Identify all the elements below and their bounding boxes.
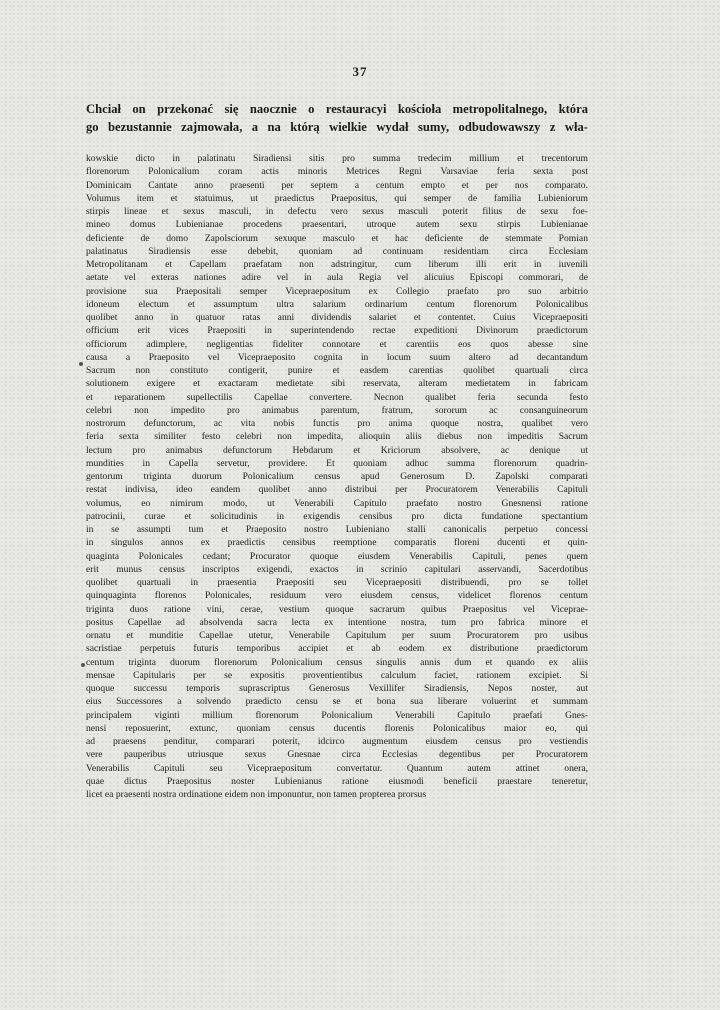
body-line: stirpis lineae et sexus masculi, in defectu vero sexus masculi poterit filius de sexu foe- <box>86 206 588 217</box>
body-line: Metropolitanam et Capellam praefatam non adstringitur, cum liberum illi erit in iuvenili <box>86 259 588 270</box>
body-line: nostrorum defunctorum, ac vita nobis functis pro anima quoque nostra, qualibet vero <box>86 418 588 429</box>
body-line: mineo domus Lubienianae procedens praesentari, utroque autem sexu stirpis Lubienianae <box>86 219 588 231</box>
body-line: patrocinii, curae et solicitudinis in exigendis censibus pro dicta fundatione spectantium <box>86 510 588 522</box>
body-line: volumus, eo nimirum modo, ut Venerabili Capitulo praefato nostro Gnesnensi ratione <box>86 497 588 509</box>
body-line: quae dictus Praepositus noster Lubienianus ratione eiusmodi beneficii praestare teneretur, <box>86 775 588 787</box>
body-line: officium erit vices Praepositi in superintendendo rectae expeditioni Divinorum praedictorum <box>86 325 588 337</box>
body-line: licet ea praesenti nostra ordinatione eidem non imponuntur, non tamen propterea prorsus <box>86 789 427 800</box>
body-line: quolibet quartuali in praesentia Praepositi seu Vicepraepositi distribuendi, pro se tollet <box>86 577 588 588</box>
body-line: lectum pro animabus defunctorum Hebdarum et Kriciorum absolvere, ac denique ut <box>86 444 588 456</box>
margin-mark <box>79 362 83 366</box>
body-line: quolibet anno in quatuor ratas anni dividendis salariet et contentet. Cuius Vicepraepositi <box>86 312 588 323</box>
body-line: erit munus census inscriptos exigendi, exactos in scrinio capitulari asservandi, Sacerdotibus <box>86 563 588 575</box>
body-line: gentorum triginta duorum Polonicalium census apud Generosum D. Zapolski comparati <box>86 471 588 482</box>
page-number: 37 <box>352 64 368 79</box>
body-line: Sacrum non constituto contigerit, punire et easdem carentias quolibet quartuali circa <box>86 365 588 376</box>
body-line: Volumus item et statuimus, ut praedictus Praepositus, qui semper de familia Lubieniorum <box>86 192 588 204</box>
margin-mark <box>81 663 85 667</box>
body-line: ad praesens penditur, comparari poterit, idcirco augmentum eiusdem census pro vestiendis <box>86 736 588 747</box>
body-line: ornatu et munditie Capellae utetur, Venerabile Capitulum per suum Procuratorem pro usibus <box>86 630 588 641</box>
body-line: principalem viginti millium florenorum Polonicalium Venerabili Capitulo praefati Gnes- <box>86 709 588 721</box>
body-line: celebri non impedito pro animabus parentum, fratrum, sororum ac consanguineorum <box>86 404 588 416</box>
body-line: feria sexta similiter festo celebri non impedita, alioquin aliis diebus non impeditis Sacrum <box>86 431 588 443</box>
body-line: Dominicam Cantate anno praesenti per septem a centum empto et per nos comparato. <box>86 179 588 191</box>
intro-line: go bezustannie zajmowała, a na którą wielkie wydał sumy, odbudowawszy z wła- <box>86 120 588 134</box>
body-line: palatinatus Siradiensis esse debebit, quoniam ad continuam residentiam circa Ecclesiam <box>86 245 588 257</box>
body-line: sacristiae perpetuis futuris temporibus accipiet et ab eodem ex distributione praedictorum <box>86 643 588 655</box>
latin-body-text <box>86 152 588 801</box>
body-line: Venerabilis Capituli seu Vicepraepositum convertatur. Quantum autem attinet onera, <box>86 762 588 774</box>
body-line: triginta duos ratione vini, cerae, vestium quoque sacrarum quibus Praepositus vel Viceprae- <box>86 603 588 615</box>
body-line: aetate vel exteras nationes adire vel in aula Regia vel alicuius Episcopi commorari, de <box>86 272 588 284</box>
body-line: deficiente de domo Zapolsciorum sexuque masculo et hac deficiente de stemmate Pomian <box>86 232 588 244</box>
body-line: eius Successores a solvendo praedicto censu se et bona sua liberare voluerint et summam <box>86 696 588 708</box>
body-line: positus Capellae ad absolvenda sacra lecta ex intentione nostra, tum pro fabrica minore et <box>86 616 588 628</box>
body-line: quinquaginta florenos Polonicales, residuum vero eiusdem census, videlicet florenos centum <box>86 590 588 602</box>
body-line: florenorum Polonicalium coram actis minoris Metrices Regni Varsaviae feria sexta post <box>86 166 588 178</box>
body-line: officiorum adimplere, negligentias fideliter connotare et carentiis eos quos abesse sine <box>86 338 588 350</box>
body-line: quaginta Polonicales cedant; Procurator quoque eiusdem Venerabilis Capituli, penes quem <box>86 550 588 562</box>
body-line: restat indivisa, ideo eandem quolibet anno distribui per Procuratorem Venerabilis Capituli <box>86 484 588 496</box>
body-line: mundities in Capella servetur, providere. Et quoniam adhuc summa florenorum quadrin- <box>86 457 588 469</box>
body-line: quoque successu temporis suprascriptus Generosus Vexillifer Siradiensis, Nepos noster, aut <box>86 683 588 694</box>
intro-line: Chciał on przekonać się naocznie o restauracyi kościoła metropolitalnego, która <box>86 102 588 116</box>
body-line: et reparationem supellectilis Capellae convertere. Necnon qualibet feria secunda festo <box>86 391 588 403</box>
body-line: in singulos annos ex praedictis censibus reemptione comparatis floreni ducenti et quin- <box>86 537 588 549</box>
body-line: kowskie dicto in palatinatu Siradiensi sitis pro summa tredecim millium et trecentorum <box>86 153 588 164</box>
body-line: in se assumpti tum et Praeposito nostro Lubieniano stalli canonicalis perpetuo concessi <box>86 524 588 535</box>
body-line: mensae Capitularis per se expositis proventientibus calculum faciet, rationem excipiet. Si <box>86 669 588 681</box>
body-line: solutionem exigere et exactaram medietate sibi reservata, alteram medietatem in fabricam <box>86 378 588 390</box>
body-line: centum triginta duorum florenorum Polonicalium census singulis annis dum et quando ex aliis <box>86 656 588 668</box>
body-line: idoneum electum et assumptum ultra salarium ordinarium centum florenorum Polonicalibus <box>86 298 588 310</box>
body-line: vere pauperibus utriusque sexus Gnesnae circa Ecclesias degentibus per Procuratorem <box>86 749 588 761</box>
intro-paragraph <box>86 100 588 136</box>
body-line: nensi reposuerint, extunc, quoniam census ducentis florenis Polonicalibus maior eo, qui <box>86 722 588 734</box>
body-line: causa a Praeposito vel Vicepraeposito cognita in locum suum altero ad decantandum <box>86 351 588 363</box>
body-line: provisione sua Praepositali semper Vicepraepositum ex Collegio praefato pro suo arbitrio <box>86 285 588 297</box>
